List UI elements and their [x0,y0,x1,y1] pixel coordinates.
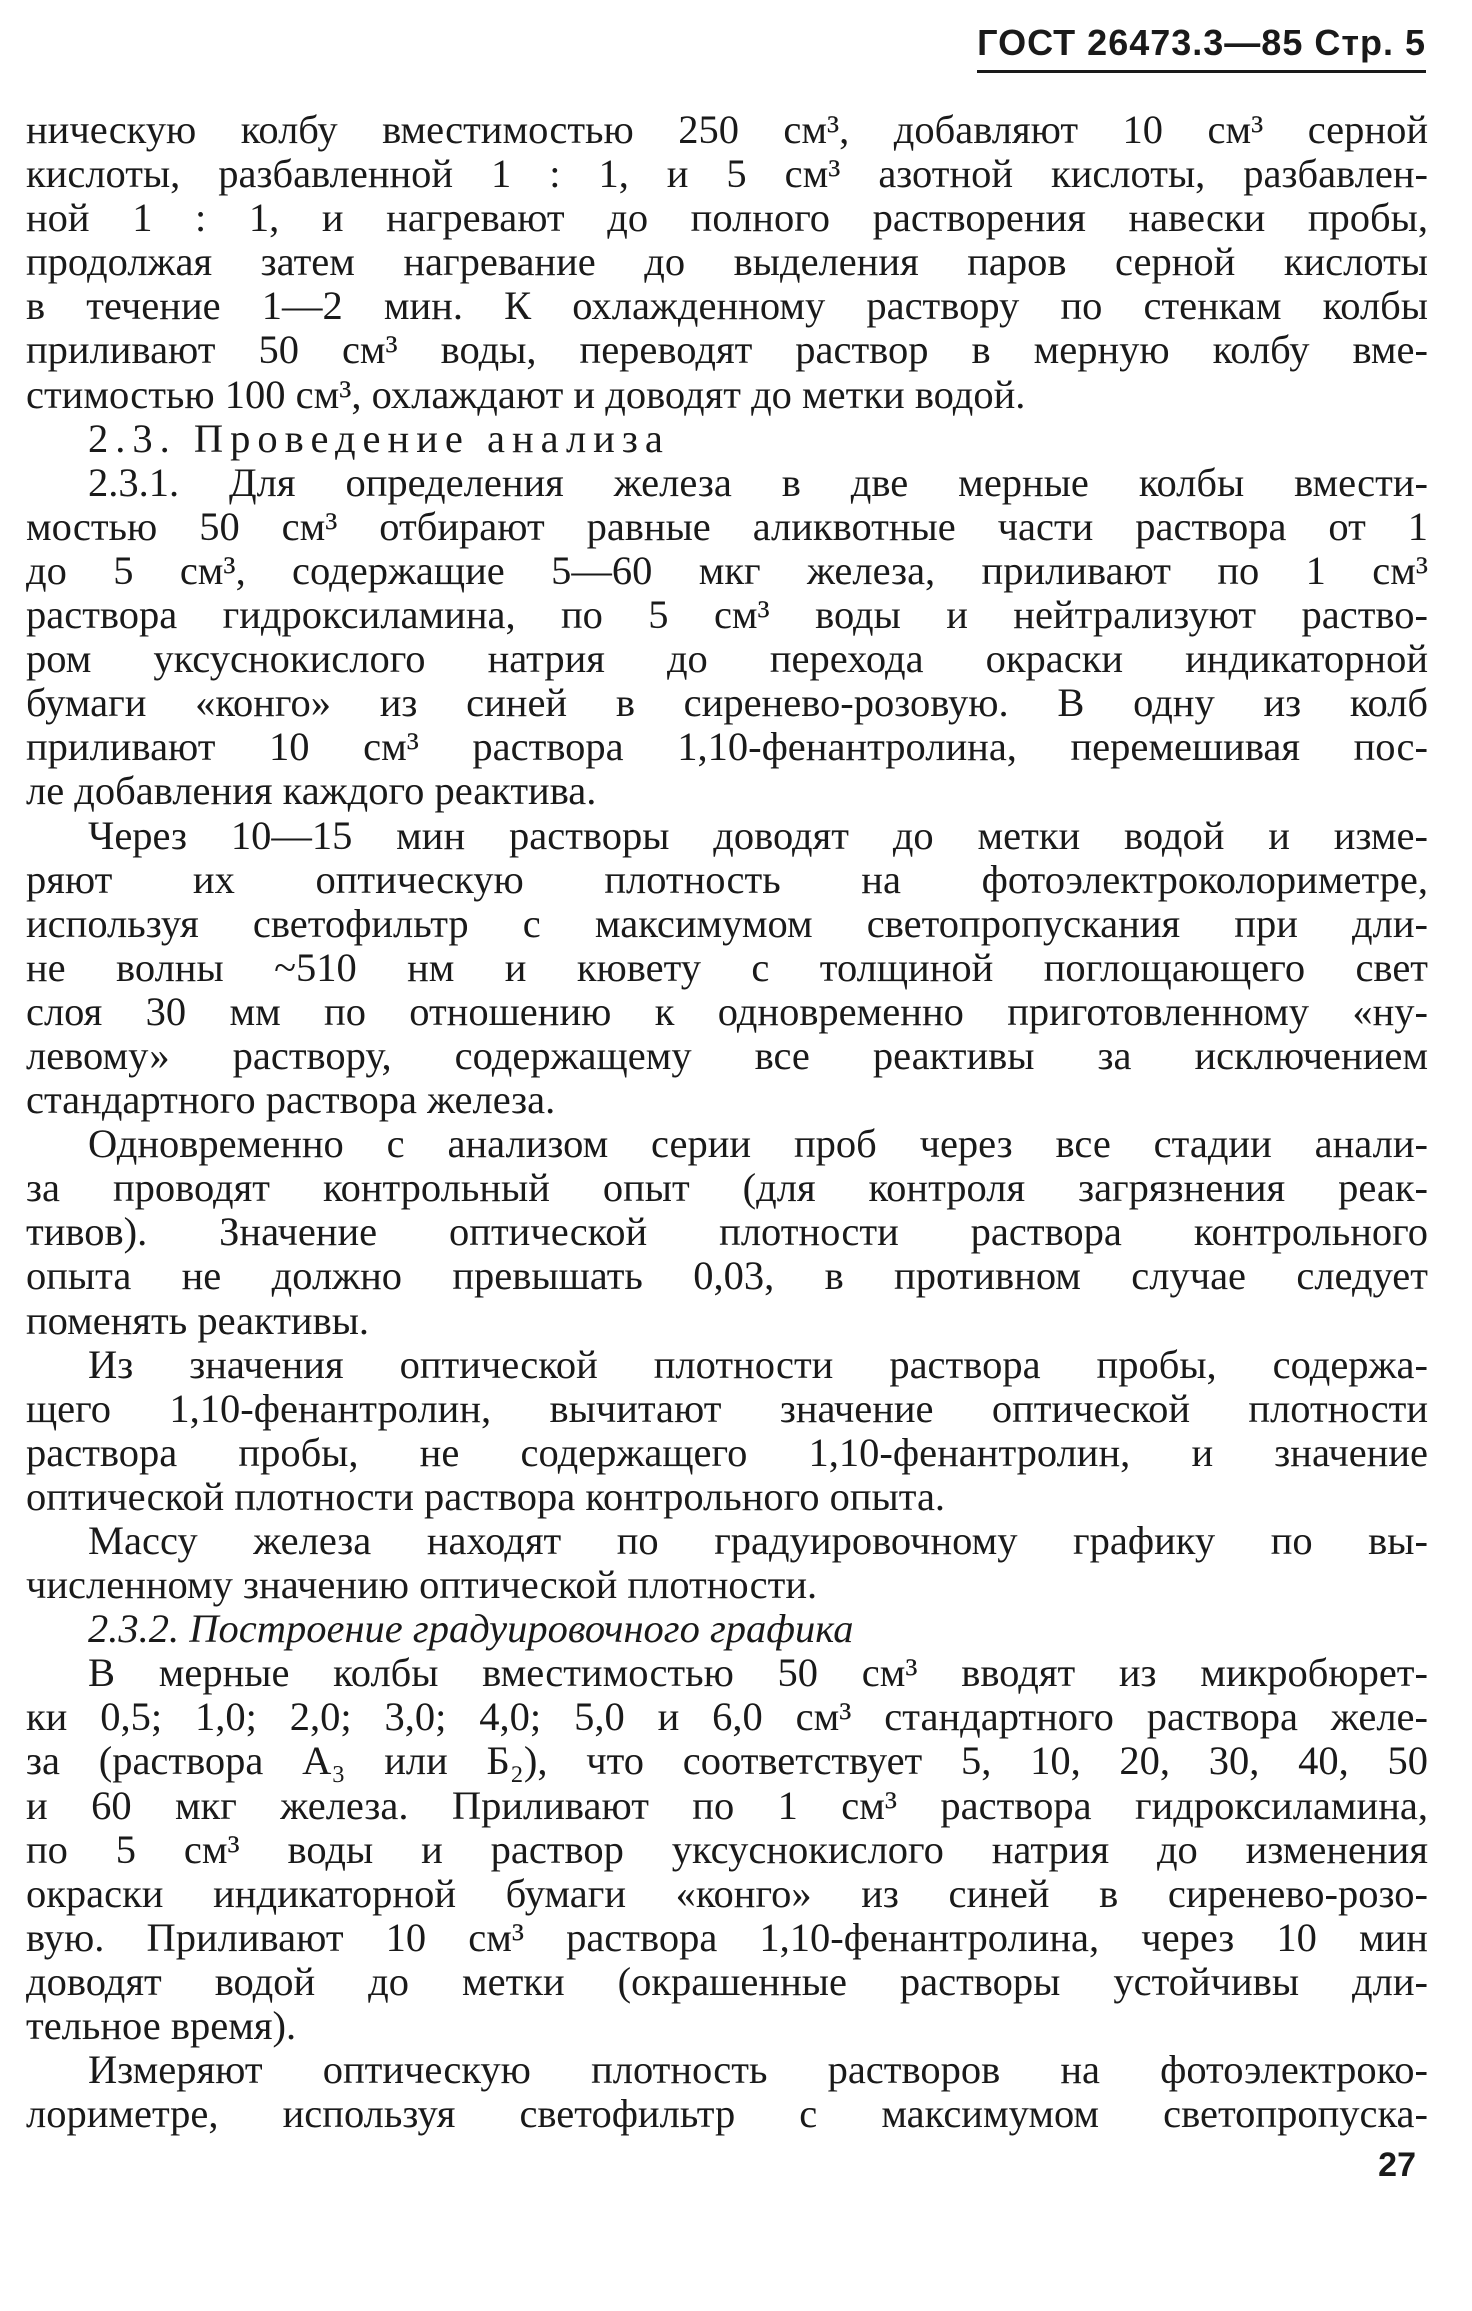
text-line: Измеряют оптическую плотность растворов на фотоэлектроко- [88,2047,1428,2093]
text-line: окраски индикаторной бумаги «конго» из синей в сиренево-розо- [26,1870,1428,1916]
text-line: Одновременно с анализом серии проб через все стадии анали- [88,1121,1428,1167]
text-line: Из значения оптической плотности раствора пробы, содержа- [88,1341,1428,1387]
text-line: поменять реактивы. [26,1297,370,1343]
text-line: ле добавления каждого реактива. [26,768,597,814]
text-line: оптической плотности раствора контрольного опыта. [26,1473,946,1519]
text-line: приливают 10 см³ раствора 1,10-фенантролина, перемешивая пос- [26,724,1428,770]
section-heading: 2.3. Проведение анализа [88,415,670,461]
text-line: опыта не должно превышать 0,03, в противном случае следует [26,1253,1428,1299]
text-line: Массу железа находят по градуировочному графику по вы- [88,1518,1428,1563]
text-line: приливают 50 см³ воды, переводят раствор в мерную колбу вме- [26,327,1428,373]
page-header: ГОСТ 26473.3—85 Стр. 5 [977,22,1426,73]
text-line: ром уксуснокислого натрия до перехода окраски индикаторной [26,636,1428,682]
text-line: бумаги «конго» из синей в сиренево-розовую. В одну из колб [26,680,1428,726]
text-line: щего 1,10-фенантролин, вычитают значение оптической плотности [26,1385,1428,1431]
text-line: Через 10—15 мин растворы доводят до метки водой и изме- [88,812,1428,858]
text-line: используя светофильтр с максимумом светопропускания при дли- [26,900,1428,946]
text-line: раствора гидроксиламина, по 5 см³ воды и нейтрализуют раство- [26,592,1428,638]
text-line: не волны ~510 нм и кювету с толщиной поглощающего свет [26,944,1428,990]
page-number: 27 [1378,2146,1416,2184]
text-line: В мерные колбы вместимостью 50 см³ вводят из микробюрет- [88,1650,1428,1696]
text-line: раствора пробы, не содержащего 1,10-фенантролин, и значение [26,1429,1428,1475]
text-line: за проводят контрольный опыт (для контроля загрязнения реак- [26,1165,1428,1211]
text-line: продолжая затем нагревание до выделения паров серной кислоты [26,239,1428,285]
text-line: ной 1 : 1, и нагревают до полного растворения навески пробы, [26,195,1428,241]
text-line: ническую колбу вместимостью 250 см³, добавляют 10 см³ серной [26,107,1428,152]
text-line: левому» раствору, содержащему все реактивы за исключением [26,1032,1428,1078]
text-line: тельное время). [26,2003,297,2049]
text-line: вую. Приливают 10 см³ раствора 1,10-фенантролина, через 10 мин [26,1914,1428,1960]
text-line: и 60 мкг железа. Приливают по 1 см³ раствора гидроксиламина, [26,1782,1428,1828]
text-line: численному значению оптической плотности. [26,1562,818,1608]
text-line: ки 0,5; 1,0; 2,0; 3,0; 4,0; 5,0 и 6,0 см³ стандартного раствора желе- [26,1694,1428,1740]
text-line: слоя 30 мм по отношению к одновременно приготовленному «ну- [26,988,1428,1034]
section-heading: 2.3.2. Построение градуировочного графика [88,1606,854,1652]
text-line: стандартного раствора железа. [26,1077,556,1123]
text-line: до 5 см³, содержащие 5—60 мкг железа, приливают по 1 см³ [26,547,1428,593]
document-body [26,108,1428,2136]
text-line: в течение 1—2 мин. К охлажденному раствору по стенкам колбы [26,283,1428,329]
text-line: тивов). Значение оптической плотности раствора контрольного [26,1209,1428,1255]
text-line: доводят водой до метки (окрашенные растворы устойчивы дли- [26,1958,1428,2004]
text-line: кислоты, разбавленной 1 : 1, и 5 см³ азотной кислоты, разбавлен- [26,151,1428,197]
text-line: стимостью 100 см³, охлаждают и доводят до метки водой. [26,371,1026,417]
text-line: мостью 50 см³ отбирают равные аликвотные части раствора от 1 [26,503,1428,549]
text-line: по 5 см³ воды и раствор уксуснокислого натрия до изменения [26,1826,1428,1872]
text-line: за (раствора А₃ или Б₂), что соответствует 5, 10, 20, 30, 40, 50 [26,1738,1428,1784]
text-line: лориметре, используя светофильтр с максимумом светопропуска- [26,2091,1428,2137]
text-line: 2.3.1. Для определения железа в две мерные колбы вмести- [88,459,1428,505]
text-line: ряют их оптическую плотность на фотоэлектроколориметре, [26,856,1428,902]
